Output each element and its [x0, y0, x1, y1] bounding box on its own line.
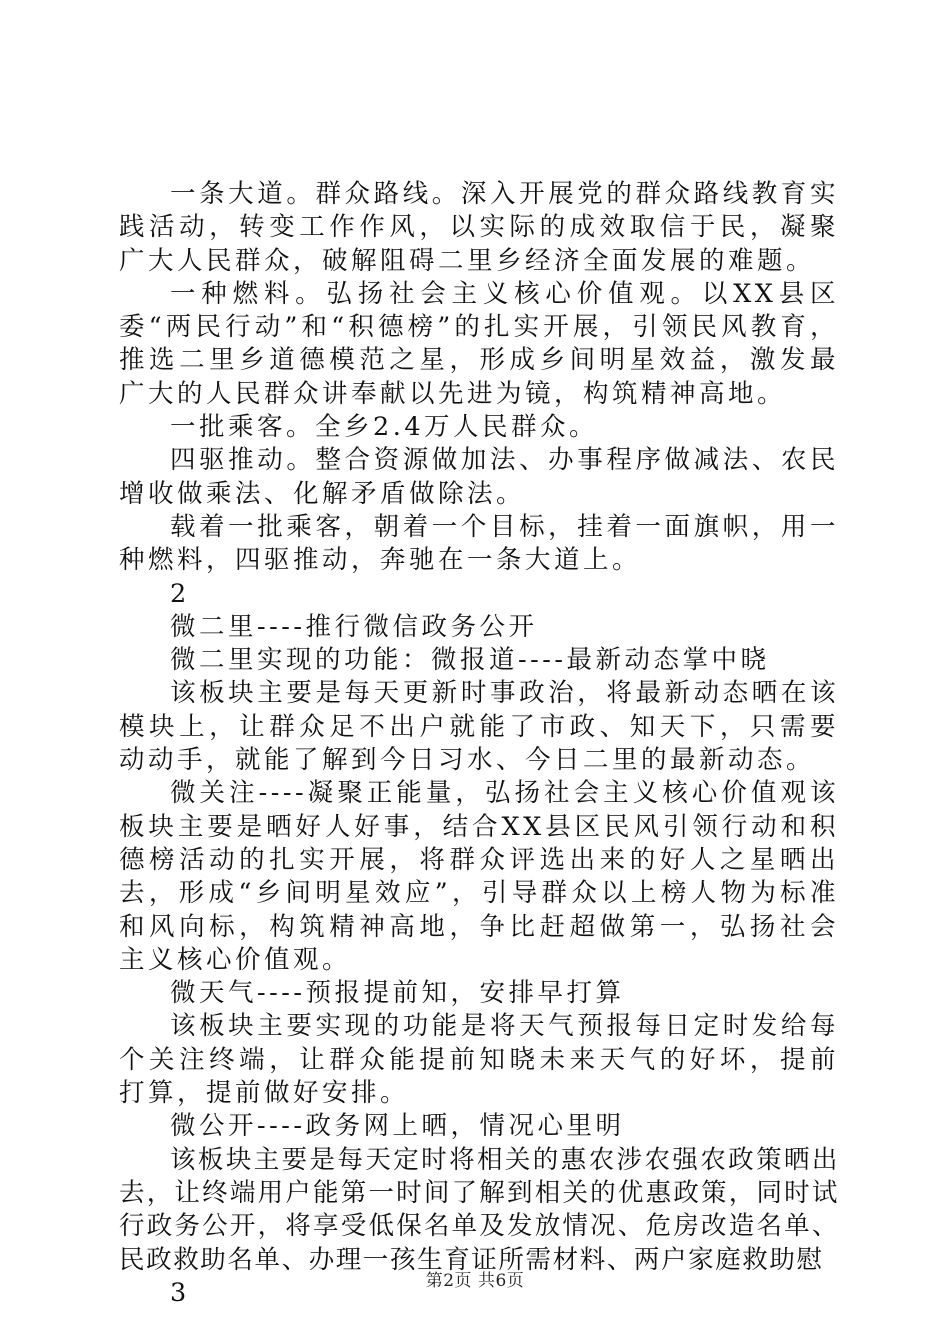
document-body [119, 178, 839, 1310]
paragraph-news-block: 该板块主要是每天更新时事政治，将最新动态晒在该模块上，让群众足不出户就能了市政、知天下，只需要动动手，就能了解到今日习水、今日二里的最新动态。 [119, 678, 839, 776]
paragraph-main-road: 一条大道。群众路线。深入开展党的群众路线教育实践活动，转变工作作风，以实际的成效取信于民，凝聚广大人民群众，破解阻碍二里乡经济全面发展的难题。 [119, 179, 839, 276]
heading-public: 微公开----政务网上晒，情况心里明 [170, 1111, 625, 1142]
heading-weather: 微天气----预报提前知，安排早打算 [170, 978, 625, 1009]
section-number-2: 2 [170, 578, 190, 609]
paragraph-fuel: 一种燃料。弘扬社会主义核心价值观。以XX县区委“两民行动”和“积德榜”的扎实开展，引领民风教育，推选二里乡道德模范之星，形成乡间明星效益，激发最广大的人民群众讲奉献以先进为镜，构筑精神高地。 [119, 278, 839, 409]
paragraph-four-drive: 四驱推动。整合资源做加法、办事程序做减法、农民增收做乘法、化解矛盾做除法。 [119, 445, 839, 509]
page-footer: 第2页 共6页 [425, 1271, 525, 1291]
paragraph-public-block: 该板块主要是每天定时将相关的惠农涉农强农政策晒出去，让终端用户能第一时间了解到相关的优惠政策，同时试行政务公开，将享受低保名单及发放情况、危房改造名单、民政救助名单、办理一孩生育证所需材料、两户家庭救助慰 [119, 1144, 839, 1275]
section-number-3: 3 [170, 1277, 190, 1308]
paragraph-attention-block: 微关注----凝聚正能量，弘扬社会主义核心价值观该板块主要是晒好人好事，结合XX县区民风引领行动和积德榜活动的扎实开展，将群众评选出来的好人之星晒出去，形成“乡间明星效应”，引导群众以上榜人物为标准和风向标，构筑精神高地，争比赶超做第一，弘扬社会主义核心价值观。 [119, 778, 839, 975]
heading-functions: 微二里实现的功能：微报道----最新动态掌中晓 [170, 645, 770, 676]
paragraph-passengers: 一批乘客。全乡2.4万人民群众。 [170, 412, 599, 443]
paragraph-weather-block: 该板块主要实现的功能是将天气预报每日定时发给每个关注终端，让群众能提前知晓未来天气的好坏，提前打算，提前做好安排。 [119, 1011, 839, 1109]
heading-wei-erli: 微二里----推行微信政务公开 [170, 611, 538, 642]
paragraph-summary: 载着一批乘客，朝着一个目标，挂着一面旗帜，用一种燃料，四驱推动，奔驰在一条大道上。 [119, 511, 839, 576]
